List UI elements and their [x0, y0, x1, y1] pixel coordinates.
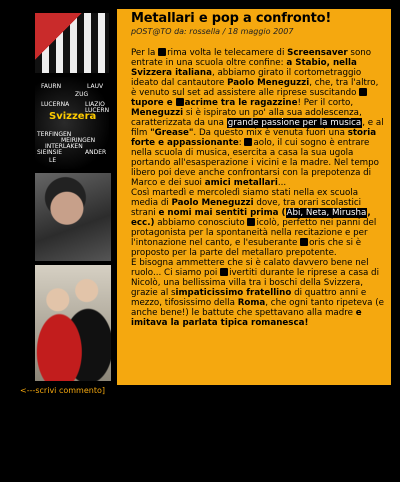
dropcap-icon — [176, 98, 184, 106]
map-label: FAURN — [41, 83, 62, 90]
map-label: MEIRINGEN — [61, 137, 96, 144]
text: sono entrate in una scuola oltre confine: — [131, 48, 372, 68]
map-label: LE — [49, 157, 57, 164]
text: ... — [277, 178, 287, 188]
article-body — [131, 48, 386, 328]
article-meta: pOST@TO da: rossella / 18 maggio 2007 — [131, 27, 294, 36]
text: , che ogni tanto ripeteva (e anche bene!) le battute che spettavano alla madre — [131, 298, 384, 318]
text: ! Per il corto, — [297, 98, 354, 108]
map-label: LIAZIO — [85, 101, 105, 108]
text: e imitava la parlata tipica romanesca! — [131, 308, 362, 328]
text: a Stabio, nella Svizzera italiana — [131, 58, 357, 78]
text: Roma — [237, 298, 266, 308]
text: e nomi mai sentiti prima — [158, 208, 279, 218]
article-panel — [30, 8, 392, 386]
text: , ecc.) — [131, 208, 371, 228]
text: storia forte e appassionante — [131, 128, 377, 148]
write-comment-link[interactable]: <---scrivi commento] — [20, 386, 105, 395]
map-label: LUCERNA — [41, 101, 70, 108]
text: tupore e — [131, 98, 176, 108]
text: . Da questo mix è venuta fuori una — [193, 128, 348, 138]
text: Screensaver — [287, 48, 348, 58]
highlight-text: grande passione per la musica — [227, 118, 362, 128]
text: abbiamo conosciuto — [154, 218, 248, 228]
photo-top — [35, 13, 109, 73]
dropcap-icon — [158, 48, 166, 56]
text: oris che si è proposto per la parte del metallaro prepotente. — [131, 238, 362, 258]
article-content — [131, 11, 386, 328]
dropcap-icon — [247, 218, 255, 226]
map-label: LUCERN — [85, 107, 110, 114]
highlight-text: Abi, Neta, Mirusha — [286, 208, 367, 218]
map-label: TERFINGEN — [37, 131, 72, 138]
text: Paolo Meneguzzi — [227, 78, 310, 88]
map-label: ANDER — [85, 149, 107, 156]
text: "Grease" — [150, 128, 194, 138]
map-label: LAUV — [87, 83, 104, 90]
map-label: INTERLAKEN — [45, 143, 83, 150]
text: amici metallari — [204, 178, 278, 188]
text: , che, tra l'altro, è venuto sul set ad assistere alle riprese suscitando — [131, 78, 379, 98]
text: dove, tra orari scolastici strani — [131, 198, 362, 218]
text: rima volta le telecamere di — [167, 48, 288, 58]
text: , abbiamo girato il cortometraggio ideato dal cantautore — [131, 68, 362, 88]
text: E bisogna ammettere che si è calato davvero bene nel ruolo... Ci siamo poi — [131, 258, 369, 278]
map-country: Svizzera — [49, 111, 97, 122]
photo-strip — [31, 9, 117, 385]
text: impaticissimo fratellino — [175, 288, 292, 298]
text: Per la — [131, 48, 159, 58]
text: si è ispirato un po' alla sua adolescenza, caratterizzata da una — [131, 108, 362, 128]
text: acrime tra le ragazzine — [184, 98, 298, 108]
text: Così martedì e mercoledì siamo stati nella ex scuola media di — [131, 188, 359, 208]
map-label: ZUG — [75, 91, 89, 98]
switzerland-map — [35, 77, 109, 169]
text: ivertiti durante le riprese a casa di Nicolò, una bellissima villa tra i boschi della Svizzera, grazie al s — [131, 268, 379, 298]
dropcap-icon — [244, 138, 252, 146]
text: , e al film — [131, 118, 384, 138]
article-title: Metallari e pop a confronto! — [131, 11, 332, 26]
dropcap-icon — [220, 268, 228, 276]
text: aolo, il cui sogno è entrare nella scuola di musica, esercita a casa la sua ugola portando all'esasperazione i vicini e la madre. Nel tempo libero poi deve anche confrontarsi con la prepotenza di Marco e dei suoi — [131, 138, 379, 188]
text: ( — [278, 208, 286, 218]
dropcap-icon — [359, 88, 367, 96]
photo-kids — [35, 265, 111, 381]
text: Meneguzzi — [131, 108, 184, 118]
text: : — [238, 138, 245, 148]
text: Paolo Meneguzzi — [171, 198, 254, 208]
dropcap-icon — [300, 238, 308, 246]
text: icolò, perfetto nei panni del protagonista per la spontaneità nella recitazione e per l'intonazione nel canto, e l'esuberante — [131, 218, 377, 248]
map-label: SIEINSIE — [37, 149, 62, 156]
photo-singer — [35, 173, 111, 261]
text: di quattro anni e mezzo, tifosissimo della — [131, 288, 367, 308]
